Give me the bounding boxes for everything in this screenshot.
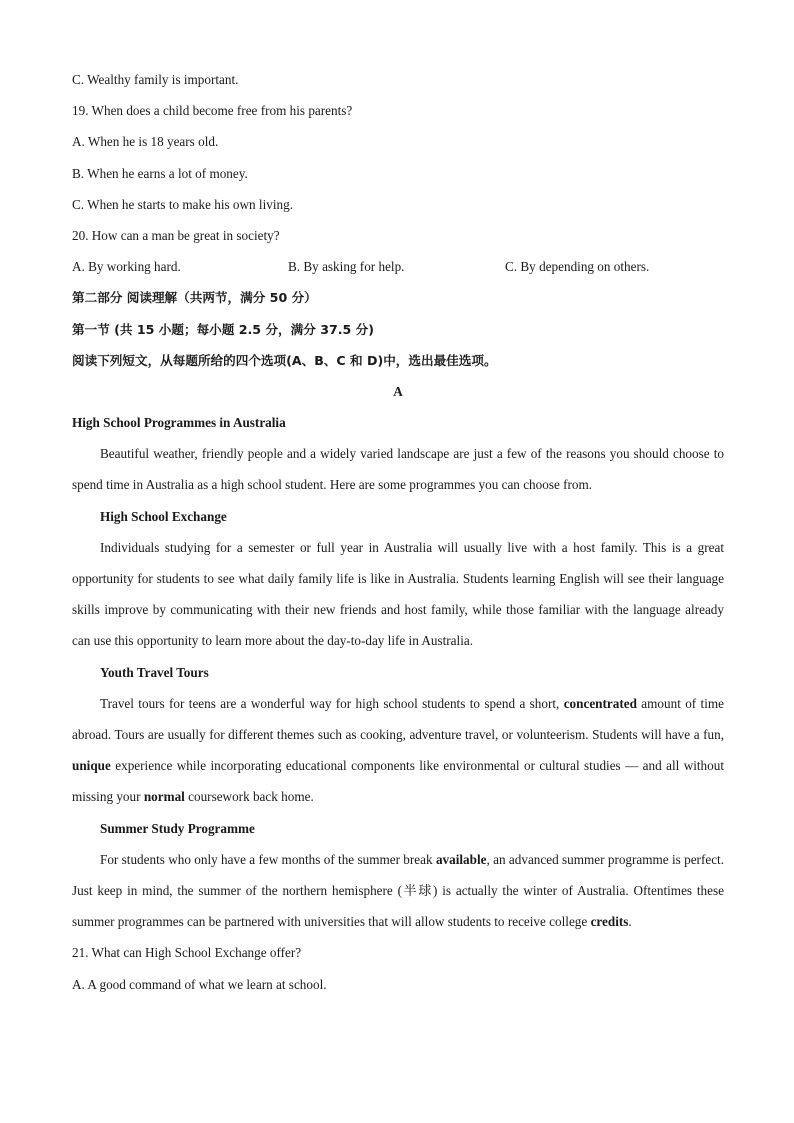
passage-intro: Beautiful weather, friendly people and a widely varied landscape are just a few of the reasons you should choose to spend time in Australia as a high school student. Here are some programmes you can choose from.: [72, 446, 724, 493]
section1-title: 第一节 (共 15 小题；每小题 2.5 分，满分 37.5 分): [72, 321, 375, 337]
exam-page: [72, 64, 724, 1000]
heading-summer-study: Summer Study Programme: [100, 820, 255, 836]
heading-youth-travel-tours: Youth Travel Tours: [100, 664, 209, 680]
q19-option-c: C. When he starts to make his own living.: [72, 196, 293, 212]
q20-stem: 20. How can a man be great in society?: [72, 227, 280, 243]
exchange-paragraph: Individuals studying for a semester or full year in Australia will usually live with a host family. This is a great opportunity for students to see what daily family life is like in Australia. Students learning English will see their language skills improve by communicating with their new friends and host family, while those familiar with the language already can use this opportunity to learn more about the day-to-day life in Australia.: [72, 539, 724, 649]
passage-letter: A: [393, 383, 403, 399]
q19-option-b: B. When he earns a lot of money.: [72, 165, 248, 181]
travel-paragraph: Travel tours for teens are a wonderful way for high school students to spend a short, concentrated amount of time abroad. Tours are usually for different themes such as cooking, adventure travel, or volunteerism. Students will have a fun, unique experience while incorporating educational components like environmental or cultural studies — and all without missing your normal coursework back home.: [72, 695, 724, 805]
q19-stem: 19. When does a child become free from his parents?: [72, 103, 353, 119]
q20-options: [72, 251, 724, 282]
q21-option-a: A. A good command of what we learn at school.: [72, 976, 327, 992]
passage-title: High School Programmes in Australia: [72, 415, 286, 431]
q21-stem: 21. What can High School Exchange offer?: [72, 945, 302, 961]
keyword-credits: credits: [590, 914, 629, 930]
keyword-concentrated: concentrated: [563, 695, 637, 711]
heading-high-school-exchange: High School Exchange: [100, 508, 227, 524]
q18-option-c: C. Wealthy family is important.: [72, 72, 239, 87]
q20-option-c: C. By depending on others.: [505, 259, 650, 275]
keyword-available: available: [435, 851, 487, 867]
keyword-normal: normal: [143, 789, 185, 805]
q20-option-b: B. By asking for help.: [288, 259, 405, 275]
reading-instruction: 阅读下列短文，从每题所给的四个选项(A、B、C 和 D)中，选出最佳选项。: [72, 352, 497, 368]
q20-option-a: A. By working hard.: [72, 259, 181, 275]
part2-title: 第二部分 阅读理解（共两节，满分 50 分）: [72, 290, 317, 306]
keyword-unique: unique: [72, 758, 111, 774]
q19-option-a: A. When he is 18 years old.: [72, 134, 219, 150]
summer-paragraph: For students who only have a few months of the summer break available, an advanced summer programme is perfect. Just keep in mind, the summer of the northern hemisphere (半球) is actually the winter of Australia. Oftentimes these summer programmes can be partnered with universities that will allow students to receive college credits.: [72, 851, 725, 930]
